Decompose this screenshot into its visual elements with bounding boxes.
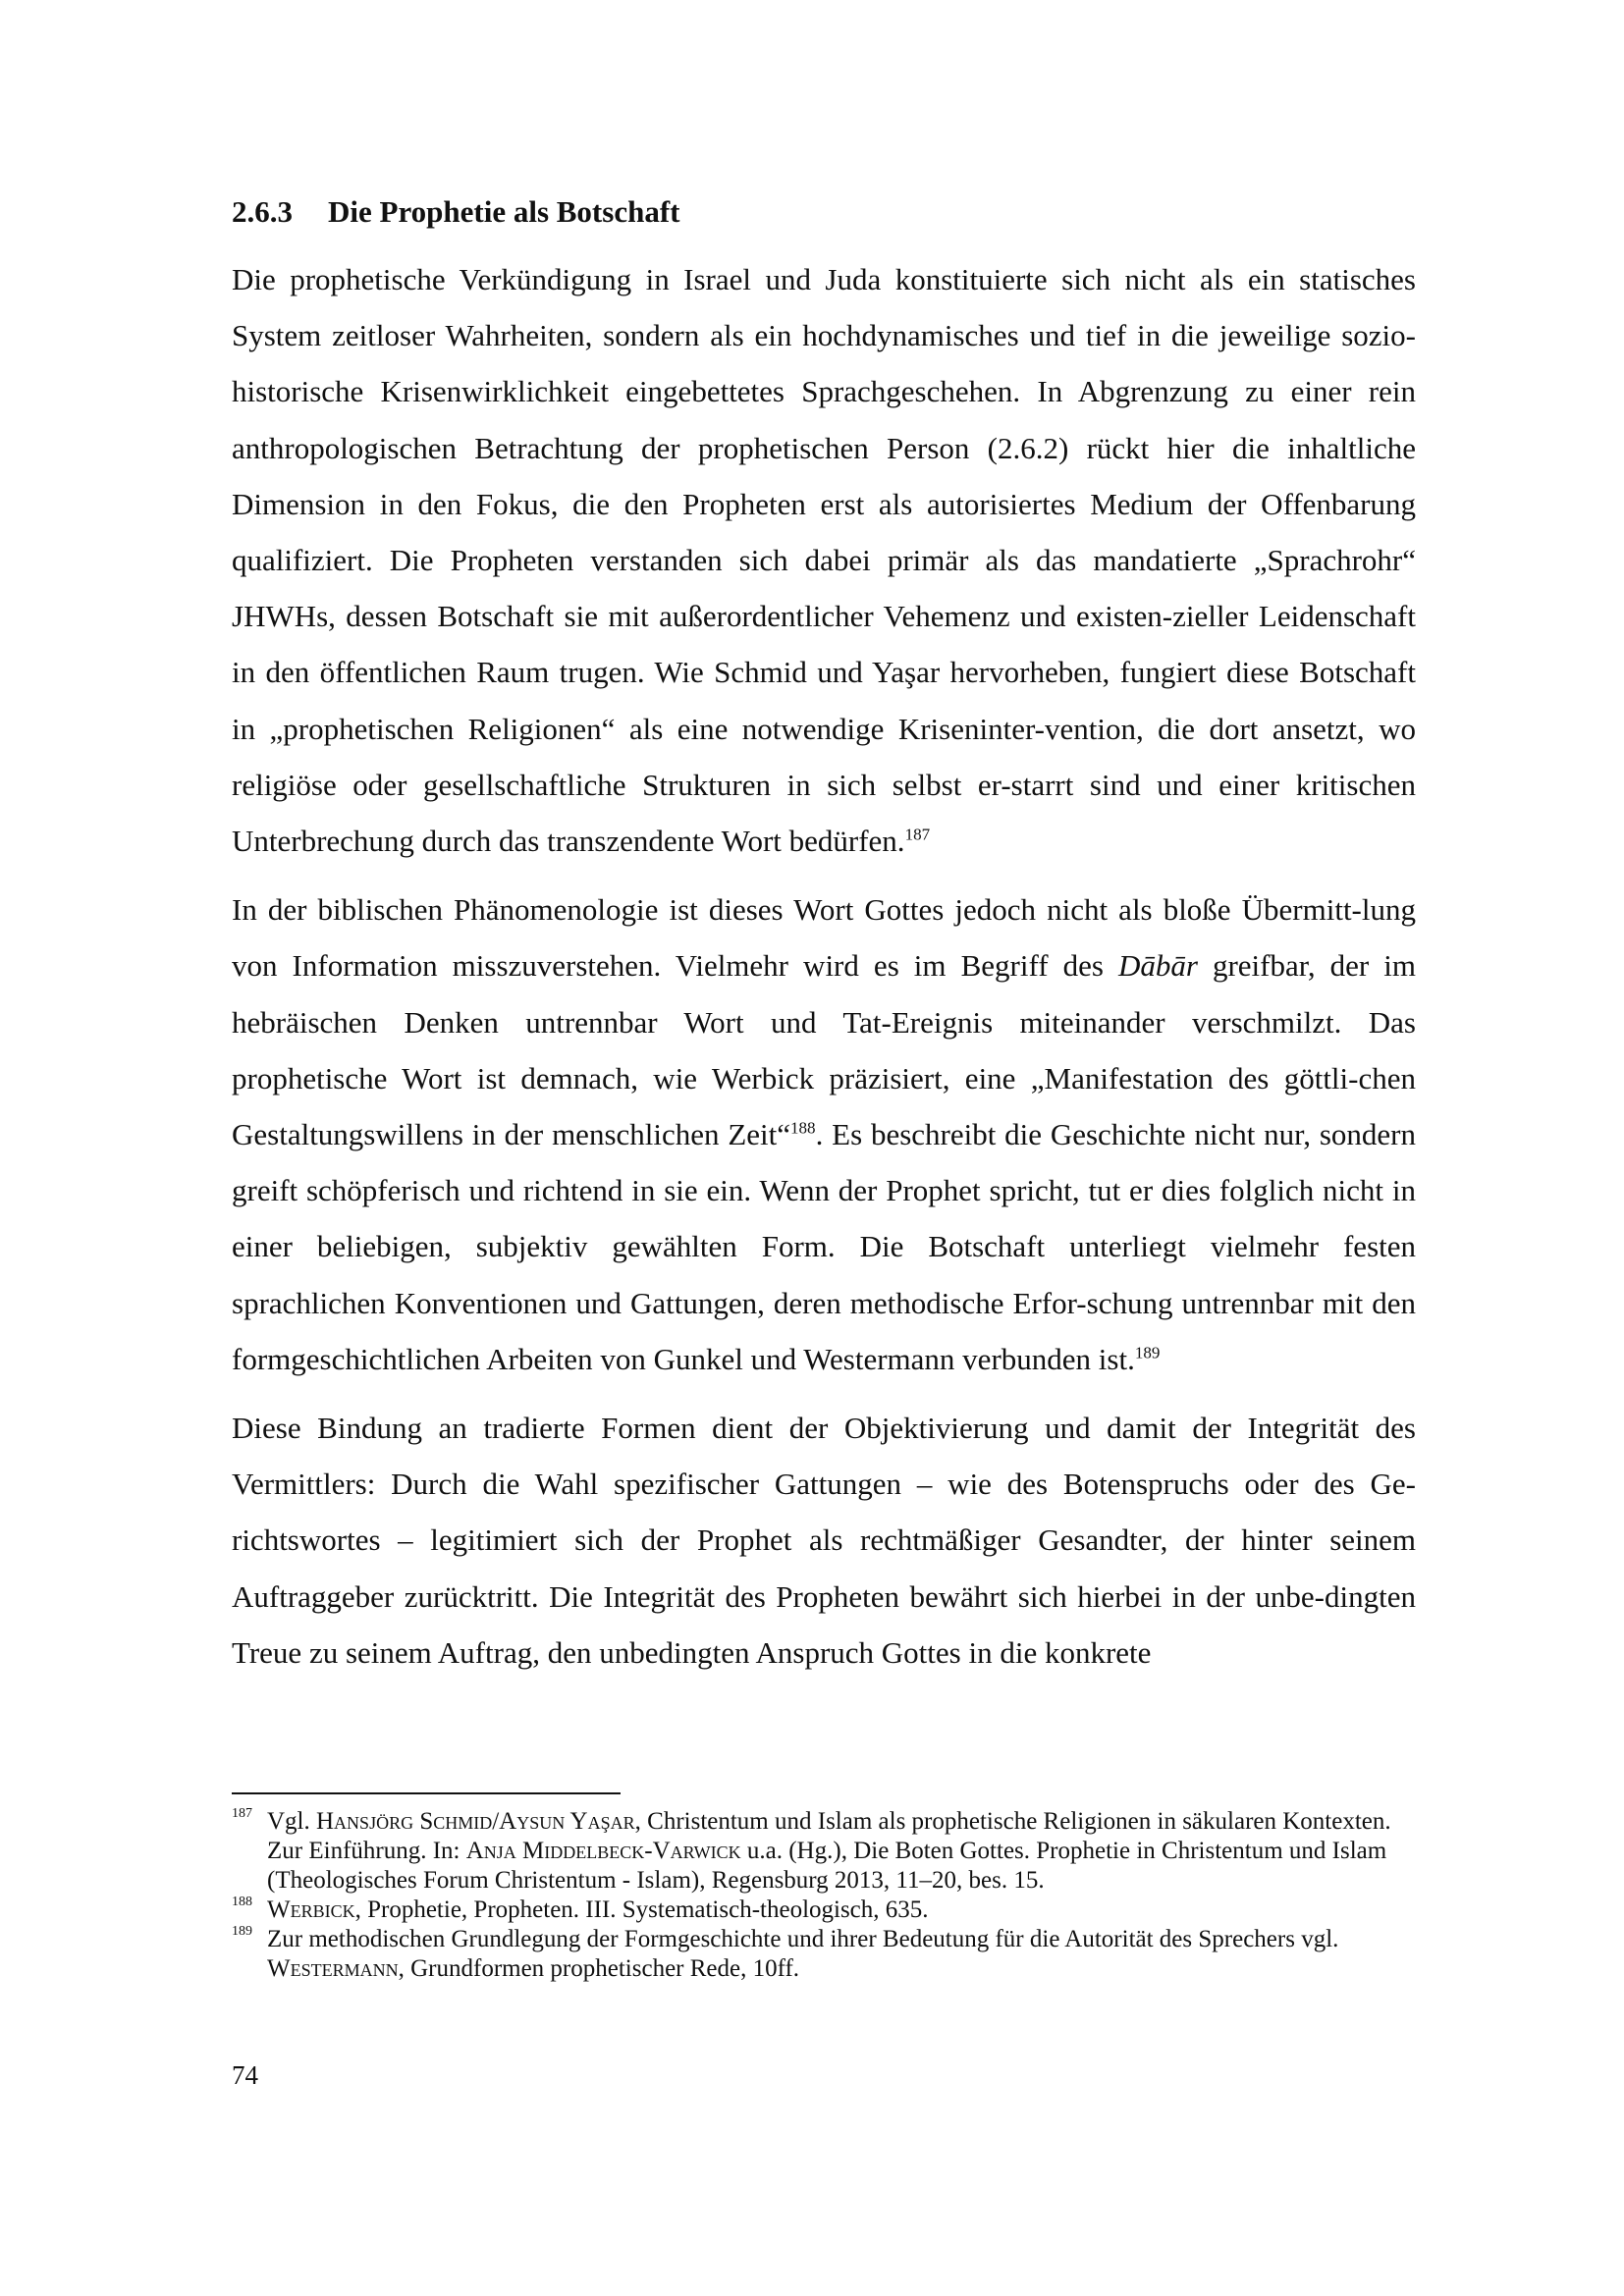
footnote-text: u.a. (Hg.), Die Boten Gottes. Prophetie in Christentum und Islam (Theologisches Forum Christentum - Islam), Regensburg 2013, 11–20, bes. 15.	[267, 1838, 1387, 1894]
page-number: 74	[232, 2060, 258, 2090]
footnote-text: , Grundformen prophetischer Rede, 10ff.	[398, 1955, 800, 1982]
footnote-text: Zur methodischen Grundlegung der Formgeschichte und ihrer Bedeutung für die Autorität des Sprechers vgl.	[267, 1926, 1339, 1952]
section-title: Die Prophetie als Botschaft	[328, 194, 680, 229]
footnote-187	[232, 1807, 1416, 1896]
section-number: 2.6.3	[232, 194, 293, 229]
paragraph-1-text: Die prophetische Verkündigung in Israel und Juda konstituierte sich nicht als ein statisches System zeitloser Wahrheiten, sondern als ein hochdynamisches und tief in die jeweilige sozio-historische Krisenwirklichkeit eingebettetes Sprachgeschehen. In Abgrenzung zu einer rein anthropologischen Betrachtung der prophetischen Person (2.6.2) rückt hier die inhaltliche Dimension in den Fokus, die den Propheten erst als autorisiertes Medium der Offenbarung qualifiziert. Die Propheten verstanden sich dabei primär als das mandatierte „Sprachrohr“ JHWHs, dessen Botschaft sie mit außerordentlicher Vehemenz und existen-zieller Leidenschaft in den öffentlichen Raum trugen. Wie Schmid und Yaşar hervorheben, fungiert diese Botschaft in „prophetischen Religionen“ als eine notwendige Kriseninter-vention, die dort ansetzt, wo religiöse oder gesellschaftliche Strukturen in sich selbst er-starrt sind und einer kritischen Unterbrechung durch das transzendente Wort bedürfen.	[232, 262, 1416, 859]
footnote-text: Vgl.	[267, 1808, 316, 1835]
footnote-author: Westermann	[267, 1955, 399, 1982]
footnote-separator	[232, 1792, 621, 1794]
footnotes	[232, 1807, 1416, 1984]
paragraph-3-text: Diese Bindung an tradierte Formen dient der Objektivierung und damit der Integrität des Vermittlers: Durch die Wahl spezifischer Gattungen – wie des Botenspruchs oder des Ge-richtswortes – legitimiert sich der Prophet als rechtmäßiger Gesandter, der hinter seinem Auftraggeber zurücktritt. Die Integrität des Propheten bewährt sich hierbei in der unbe-dingten Treue zu seinem Auftrag, den unbedingten Anspruch Gottes in die konkrete	[232, 1411, 1416, 1670]
body-text	[232, 251, 1416, 1681]
footnote-number: 188	[232, 1895, 252, 1909]
footnote-ref-189: 189	[1134, 1343, 1161, 1362]
paragraph-3	[232, 1400, 1416, 1681]
footnote-188	[232, 1896, 1416, 1925]
paragraph-2-text-3: . Es beschreibt die Geschichte nicht nur, sondern greift schöpferisch und richtend in sie ein. Wenn der Prophet spricht, tut er dies folglich nicht in einer beliebigen, subjektiv gewählten Form. Die Botschaft unterliegt vielmehr festen sprachlichen Konventionen und Gattungen, deren methodische Erfor-schung untrennbar mit den formgeschichtlichen Arbeiten von Gunkel und Westermann verbunden ist.	[232, 1117, 1416, 1376]
footnote-number: 187	[232, 1806, 252, 1821]
footnote-editor: Anja Middelbeck-Varwick	[465, 1838, 741, 1864]
paragraph-2-text-1: In der biblischen Phänomenologie ist dieses Wort Gottes jedoch nicht als bloße Übermitt-lung von Information misszuverstehen. Vielmehr wird es im Begriff des	[232, 892, 1416, 984]
footnote-189	[232, 1925, 1416, 1984]
footnote-author: Werbick	[267, 1896, 355, 1923]
term-dabar: Dābār	[1117, 948, 1198, 984]
footnote-number: 189	[232, 1924, 252, 1939]
footnote-text: , Prophetie, Propheten. III. Systematisch-theologisch, 635.	[354, 1896, 929, 1923]
footnote-author: Hansjörg Schmid/Aysun Yaşar	[316, 1808, 635, 1835]
paragraph-2-text-2: greifbar, der im hebräischen Denken untrennbar Wort und Tat-Ereignis miteinander verschmilzt. Das prophetische Wort ist demnach, wie Werbick präzisiert, eine „Manifestation des göttli-chen Gestaltungswillens in der menschlichen Zeit“	[232, 948, 1416, 1152]
footnote-text: , Christentum und Islam als prophetische Religionen in säkularen Kontexten. Zur Einführung. In:	[267, 1808, 1391, 1864]
footnote-ref-187: 187	[904, 825, 931, 844]
footnote-ref-188: 188	[790, 1118, 816, 1138]
paragraph-2	[232, 881, 1416, 1387]
section-heading	[232, 192, 1430, 232]
paragraph-1	[232, 251, 1416, 869]
